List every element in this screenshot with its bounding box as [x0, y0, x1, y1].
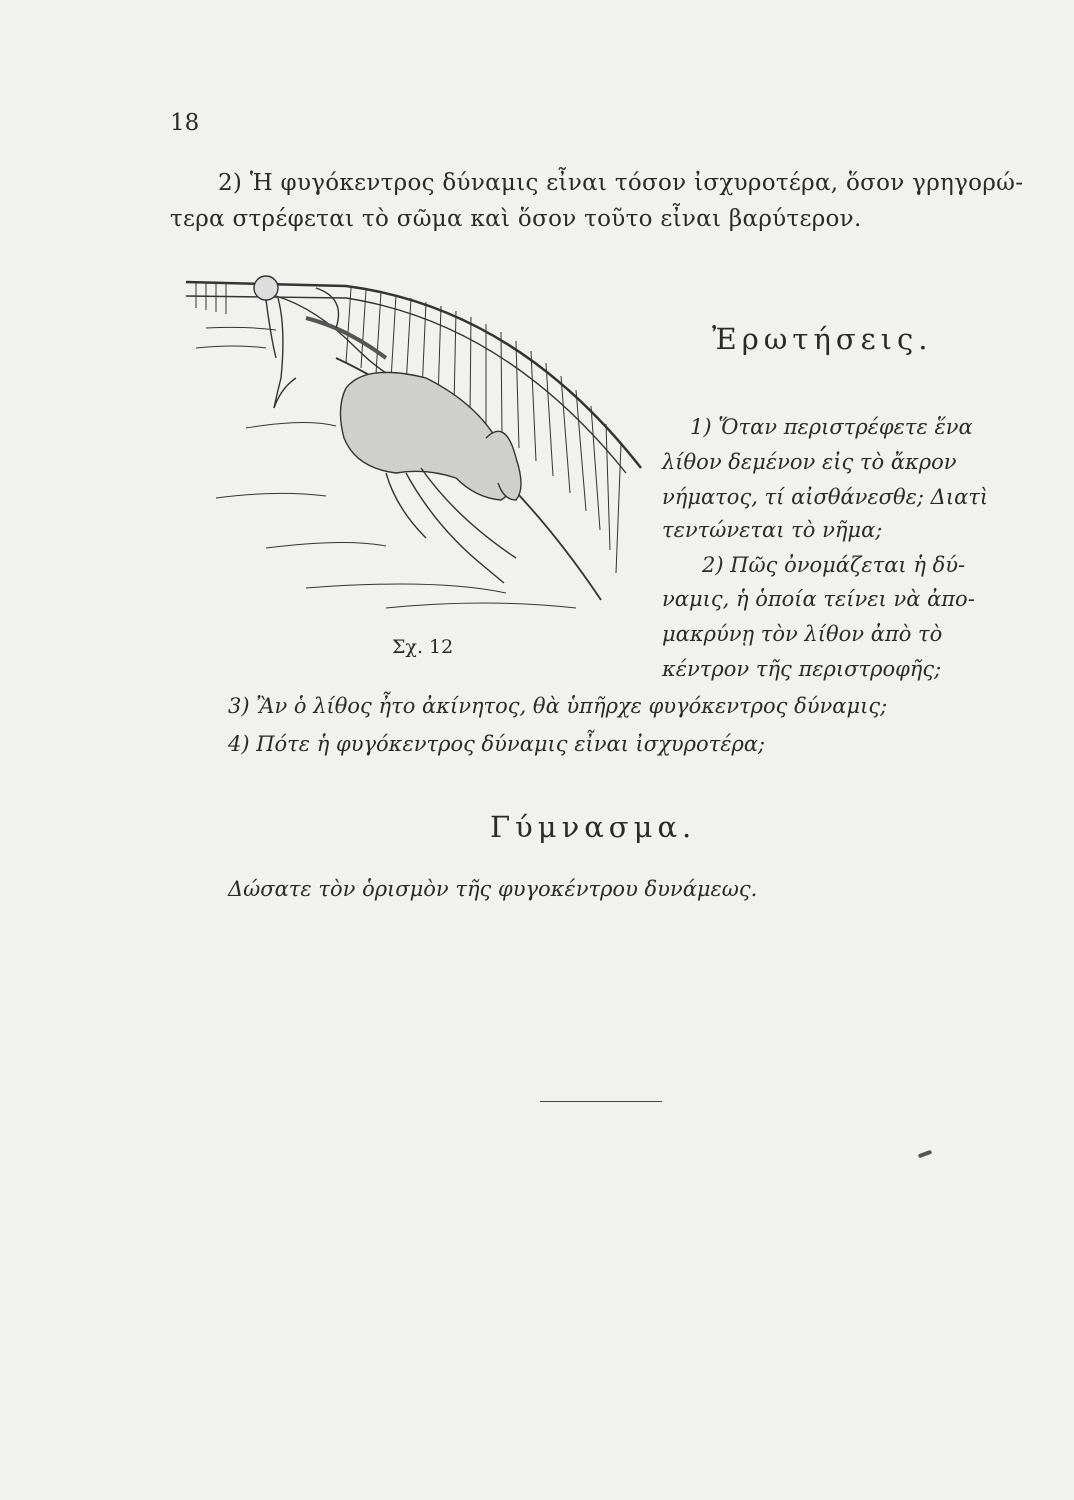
circus-rider-illustration: [186, 268, 646, 628]
question-2-line-1: 2) Πῶς ὀνομάζεται ἡ δύ-: [702, 553, 966, 577]
rule-text-line-2: τερα στρέφεται τὸ σῶμα καὶ ὅσον τοῦτο εἶναι βαρύτερον.: [170, 206, 862, 232]
question-1-line-2: λίθον δεμένον εἰς τὸ ἄκρον: [662, 450, 957, 474]
question-2-line-2: ναμις, ἡ ὁποία τείνει νὰ ἀπο-: [662, 587, 975, 611]
figure-caption: Σχ. 12: [392, 636, 454, 658]
question-1-line-1: 1) Ὅταν περιστρέφετε ἕνα: [690, 415, 973, 439]
page-number: 18: [170, 110, 200, 136]
question-1-line-4: τεντώνεται τὸ νῆμα;: [662, 518, 883, 542]
question-3: 3) Ἂν ὁ λίθος ἦτο ἀκίνητος, θὰ ὑπῆρχε φυγόκεντρος δύναμις;: [228, 694, 888, 718]
ink-smudge: [918, 1150, 933, 1159]
question-1-line-3: νήματος, τί αἰσθάνεσθε; Διατὶ: [662, 485, 989, 509]
exercise-text: Δώσατε τὸν ὁρισμὸν τῆς φυγοκέντρου δυνάμεως.: [228, 877, 758, 901]
exercise-heading: Γύμνασμα.: [490, 810, 697, 844]
question-2-line-4: κέντρον τῆς περιστροφῆς;: [662, 657, 942, 681]
rule-text-line-1: 2) Ἡ φυγόκεντρος δύναμις εἶναι τόσον ἰσχυροτέρα, ὅσον γρηγορώ-: [218, 170, 1024, 196]
question-2-line-3: μακρύνῃ τὸν λίθον ἀπὸ τὸ: [662, 622, 943, 646]
end-divider: [540, 1101, 662, 1102]
questions-heading: Ἐρωτήσεις.: [712, 322, 933, 356]
question-4: 4) Πότε ἡ φυγόκεντρος δύναμις εἶναι ἰσχυροτέρα;: [228, 732, 766, 756]
